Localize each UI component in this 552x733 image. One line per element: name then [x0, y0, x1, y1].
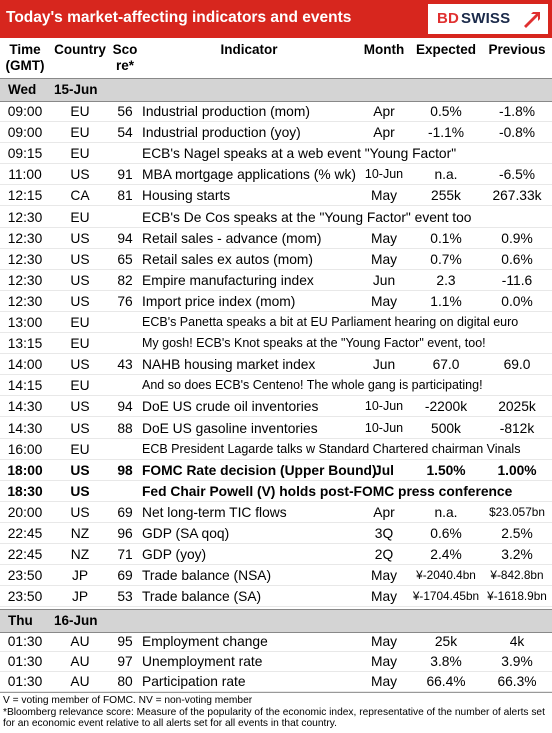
cell-score: 56 — [117, 104, 133, 119]
cell-country: NZ — [70, 547, 90, 563]
cell-indicator: Employment change — [142, 634, 268, 649]
cell-time: 18:00 — [7, 462, 43, 478]
cell-indicator: Empire manufacturing index — [142, 272, 314, 288]
cell-country: US — [70, 293, 90, 309]
cell-previous: 267.33k — [492, 188, 542, 204]
cell-month: May — [370, 188, 398, 204]
cell-time: 12:30 — [7, 293, 43, 309]
cell-time: 14:15 — [7, 378, 43, 394]
col-time-header: Time (GMT) — [5, 42, 45, 73]
cell-time: 14:30 — [7, 420, 43, 436]
cell-indicator: MBA mortgage applications (% wk) — [142, 167, 356, 183]
table-row — [0, 333, 552, 354]
cell-previous: ¥-842.8bn — [490, 568, 544, 583]
cell-month: May — [370, 634, 398, 649]
cell-month: Apr — [373, 104, 395, 119]
cell-time: 12:30 — [7, 230, 43, 246]
cell-country: US — [70, 483, 90, 499]
cell-month: Jul — [374, 462, 394, 478]
cell-country: US — [70, 420, 90, 436]
cell-country: AU — [70, 674, 90, 689]
cell-expected: 1.1% — [430, 293, 462, 309]
cell-previous: 1.00% — [497, 462, 537, 478]
cell-indicator: My gosh! ECB's Knot speaks at the "Young Factor" event, too! — [142, 336, 486, 351]
cell-country: EU — [70, 315, 90, 330]
cell-score: 69 — [117, 504, 133, 520]
cell-country: EU — [70, 209, 90, 225]
cell-time: 20:00 — [7, 504, 43, 520]
cell-expected: 0.5% — [430, 104, 462, 119]
cell-month: May — [370, 654, 398, 669]
cell-expected: 0.7% — [430, 251, 462, 267]
table-row — [0, 185, 552, 206]
cell-previous: 2025k — [498, 399, 536, 415]
cell-expected: 25k — [434, 634, 458, 649]
table-row — [0, 249, 552, 270]
cell-time: 09:00 — [7, 104, 43, 119]
cell-expected: 500k — [431, 420, 461, 436]
cell-time: 12:30 — [7, 251, 43, 267]
cell-previous: 69.0 — [503, 357, 531, 373]
cell-previous: -812k — [499, 420, 535, 436]
cell-country: AU — [70, 634, 90, 649]
table-row — [0, 143, 552, 164]
cell-score: 94 — [117, 399, 133, 415]
cell-previous: 2.5% — [501, 526, 533, 541]
footnotes — [0, 692, 552, 733]
table-row — [0, 544, 552, 565]
cell-indicator: Fed Chair Powell (V) holds post-FOMC press conference — [142, 483, 513, 499]
cell-score: 96 — [117, 526, 133, 541]
cell-previous: 4k — [509, 634, 525, 649]
cell-month: 2Q — [374, 547, 394, 563]
cell-expected: n.a. — [434, 167, 458, 183]
cell-country: US — [70, 399, 90, 415]
cell-indicator: DoE US crude oil inventories — [142, 399, 319, 415]
cell-time: 23:50 — [7, 589, 43, 605]
cell-score: 97 — [117, 654, 133, 669]
cell-indicator: ECB President Lagarde talks w Standard Chartered chairman Vinals — [142, 441, 521, 456]
cell-month: May — [370, 230, 398, 246]
cell-country: EU — [70, 336, 90, 352]
col-indicator-header: Indicator — [220, 42, 278, 57]
cell-previous: 0.6% — [501, 251, 533, 267]
cell-time: 18:30 — [7, 483, 43, 499]
cell-month: Jun — [372, 357, 396, 373]
cell-country: US — [70, 167, 90, 183]
cell-previous: 3.2% — [501, 547, 533, 563]
table-row — [0, 460, 552, 481]
cell-month: Apr — [373, 125, 395, 141]
cell-score: 82 — [117, 272, 133, 288]
table-row — [0, 439, 552, 460]
cell-previous: -11.6 — [501, 272, 533, 288]
cell-time: 11:00 — [8, 167, 42, 183]
cell-expected: 1.50% — [426, 462, 466, 478]
cell-country: EU — [70, 441, 90, 457]
table-row — [0, 207, 552, 228]
table-row — [0, 652, 552, 672]
cell-previous: -0.8% — [498, 125, 536, 141]
cell-time: 23:50 — [7, 568, 43, 584]
cell-country: NZ — [70, 526, 90, 541]
cell-indicator: Trade balance (NSA) — [142, 568, 272, 584]
table-row — [0, 164, 552, 185]
cell-score: 98 — [117, 462, 133, 478]
table-row — [0, 270, 552, 291]
cell-time: 12:30 — [7, 272, 43, 288]
cell-indicator: ECB's De Cos speaks at the "Young Factor" event too — [142, 209, 472, 225]
cell-previous: 3.9% — [501, 654, 533, 669]
cell-country: EU — [70, 378, 90, 394]
cell-score: 69 — [117, 568, 133, 584]
cell-previous: ¥-1618.9bn — [487, 589, 547, 604]
col-expected-header: Expected — [415, 42, 477, 57]
cell-indicator: GDP (yoy) — [142, 547, 207, 563]
cell-expected: n.a. — [434, 504, 458, 520]
cell-time: 09:00 — [7, 125, 43, 141]
cell-expected: ¥-2040.4bn — [416, 568, 476, 583]
cell-country: US — [70, 504, 90, 520]
cell-indicator: GDP (SA qoq) — [142, 526, 230, 541]
table-row — [0, 396, 552, 417]
cell-indicator: Industrial production (yoy) — [142, 125, 301, 141]
cell-country: EU — [70, 125, 90, 141]
cell-country: EU — [70, 104, 90, 119]
cell-score: 91 — [117, 167, 133, 183]
table-row — [0, 565, 552, 586]
col-country-header: Country — [54, 42, 106, 57]
cell-country: JP — [71, 568, 89, 584]
cell-time: 22:45 — [7, 547, 43, 563]
cell-time: 14:30 — [7, 399, 43, 415]
cell-score: 65 — [117, 251, 133, 267]
cell-month: 10-Jun — [364, 167, 404, 182]
column-header-row — [0, 38, 552, 79]
cell-expected: 0.6% — [430, 526, 462, 541]
cell-score: 76 — [117, 293, 133, 309]
table-row — [0, 101, 552, 122]
cell-month: Apr — [373, 504, 395, 520]
cell-previous: -6.5% — [498, 167, 536, 183]
cell-indicator: ECB's Panetta speaks a bit at EU Parliament hearing on digital euro — [142, 315, 519, 329]
cell-previous: 66.3% — [497, 674, 537, 689]
footnote-score: *Bloomberg relevance score: Measure of the popularity of the economic index, representative of the number of alerts set for an economic event relative to all alerts set for all events in that country. — [3, 706, 545, 729]
cell-score: 80 — [117, 674, 133, 689]
logo-arrow-icon — [522, 10, 542, 28]
cell-indicator: Participation rate — [142, 674, 246, 689]
cell-indicator: And so does ECB's Centeno! The whole gang is participating! — [142, 378, 483, 393]
cell-time: 01:30 — [7, 634, 43, 649]
table-row — [0, 502, 552, 523]
cell-indicator: Unemployment rate — [142, 654, 263, 669]
cell-country: US — [70, 357, 90, 373]
cell-time: 22:45 — [7, 526, 43, 541]
bdswiss-logo — [428, 4, 548, 34]
cell-score: 94 — [117, 230, 133, 246]
cell-time: 14:00 — [7, 357, 43, 373]
cell-country: US — [70, 462, 90, 478]
cell-previous: 0.0% — [501, 293, 533, 309]
cell-score: 43 — [117, 357, 133, 373]
table-row — [0, 523, 552, 544]
cell-country: AU — [70, 654, 90, 669]
cell-previous: 0.9% — [501, 230, 533, 246]
cell-month: May — [370, 589, 398, 605]
col-score-header: Sco re* — [112, 42, 138, 73]
cell-country: JP — [71, 589, 89, 605]
date-band-thu — [0, 609, 552, 633]
cell-time: 16:00 — [7, 441, 43, 457]
cell-expected: 3.8% — [430, 654, 462, 669]
table-row — [0, 418, 552, 439]
cell-country: US — [70, 251, 90, 267]
cell-expected: 66.4% — [426, 674, 466, 689]
col-previous-header: Previous — [488, 42, 546, 57]
cell-score: 95 — [117, 634, 133, 649]
logo-text-bd: BD — [437, 10, 460, 27]
cell-time: 12:15 — [7, 188, 43, 204]
table-row — [0, 586, 552, 607]
cell-expected: -2200k — [424, 399, 468, 415]
cell-indicator: Trade balance (SA) — [142, 589, 262, 605]
cell-score: 53 — [117, 589, 133, 605]
cell-indicator: FOMC Rate decision (Upper Bound) — [142, 462, 377, 478]
cell-time: 13:00 — [7, 315, 43, 330]
table-row — [0, 481, 552, 502]
cell-time: 01:30 — [7, 674, 43, 689]
cell-time: 13:15 — [7, 336, 43, 352]
cell-country: US — [70, 230, 90, 246]
cell-indicator: Industrial production (mom) — [142, 104, 310, 119]
cell-month: 10-Jun — [364, 399, 404, 414]
day-of-week: Thu — [8, 613, 33, 628]
cell-time: 09:15 — [7, 146, 43, 162]
col-month-header: Month — [363, 42, 405, 57]
cell-country: CA — [70, 188, 90, 204]
cell-indicator: DoE US gasoline inventories — [142, 420, 318, 436]
cell-country: US — [70, 272, 90, 288]
table-row — [0, 672, 552, 692]
cell-expected: -1.1% — [427, 125, 465, 141]
cell-time: 12:30 — [7, 209, 43, 225]
cell-month: 10-Jun — [364, 420, 404, 435]
cell-expected: 0.1% — [430, 230, 462, 246]
day-date: 15-Jun — [54, 82, 98, 97]
cell-expected: ¥-1704.45bn — [412, 589, 480, 604]
cell-month: 3Q — [374, 526, 394, 541]
table-row — [0, 122, 552, 143]
cell-score: 71 — [117, 547, 133, 563]
footnote-voting: V = voting member of FOMC. NV = non-voting member — [3, 695, 253, 706]
cell-month: Jun — [372, 272, 396, 288]
table-row — [0, 375, 552, 396]
table-row — [0, 632, 552, 652]
table-row — [0, 291, 552, 312]
cell-month: May — [370, 674, 398, 689]
cell-month: May — [370, 568, 398, 584]
cell-indicator: ECB's Nagel speaks at a web event "Young Factor" — [142, 146, 457, 162]
cell-score: 88 — [117, 420, 133, 436]
cell-month: May — [370, 293, 398, 309]
cell-indicator: Retail sales - advance (mom) — [142, 230, 322, 246]
cell-time: 01:30 — [7, 654, 43, 669]
cell-previous: $23.057bn — [489, 504, 545, 519]
cell-indicator: Housing starts — [142, 188, 231, 204]
header-bar — [0, 0, 552, 38]
cell-indicator: Import price index (mom) — [142, 293, 296, 309]
table-row — [0, 354, 552, 375]
cell-indicator: Net long-term TIC flows — [142, 504, 287, 520]
date-band-wed — [0, 78, 552, 102]
cell-indicator: Retail sales ex autos (mom) — [142, 251, 313, 267]
table-row — [0, 312, 552, 333]
cell-score: 54 — [117, 125, 133, 141]
cell-expected: 2.3 — [436, 272, 456, 288]
cell-expected: 255k — [431, 188, 461, 204]
cell-expected: 2.4% — [430, 547, 462, 563]
day-of-week: Wed — [8, 82, 37, 97]
cell-score: 81 — [117, 188, 133, 204]
cell-previous: -1.8% — [498, 104, 536, 119]
day-date: 16-Jun — [54, 613, 98, 628]
logo-text-swiss: SWISS — [461, 10, 511, 27]
cell-expected: 67.0 — [432, 357, 460, 373]
cell-indicator: NAHB housing market index — [142, 357, 316, 373]
cell-month: May — [370, 251, 398, 267]
cell-country: EU — [70, 146, 90, 162]
table-row — [0, 228, 552, 249]
page-title: Today's market-affecting indicators and events — [6, 9, 352, 26]
